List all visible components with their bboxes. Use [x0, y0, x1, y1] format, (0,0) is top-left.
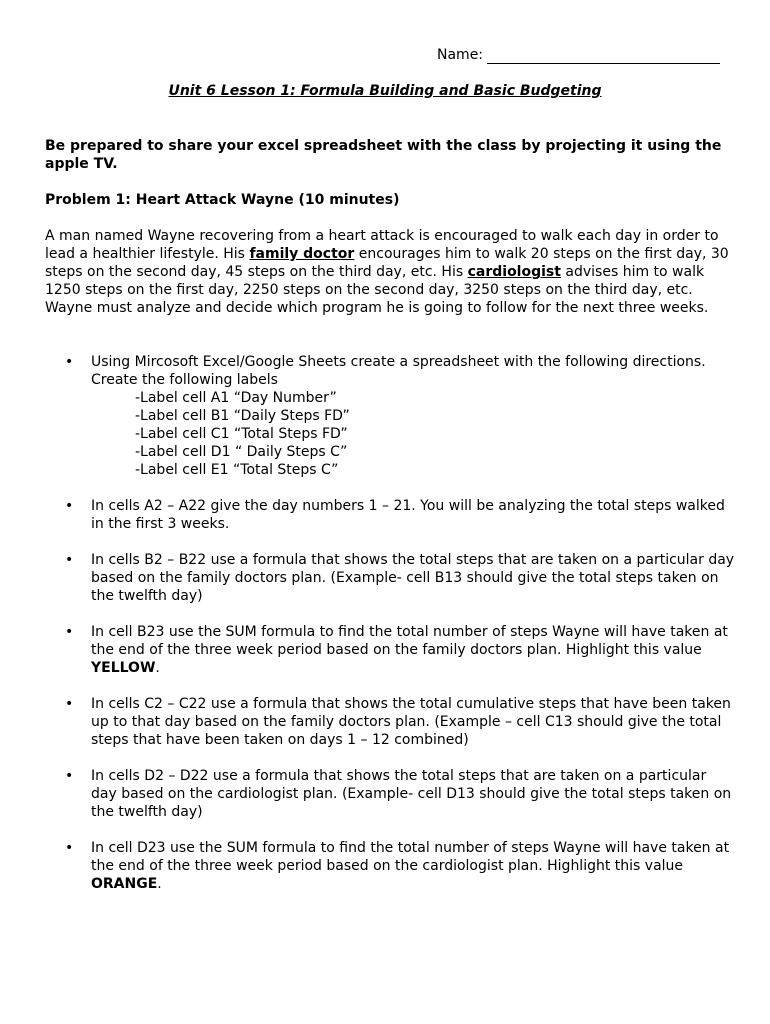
bullet-icon: • — [65, 354, 74, 370]
bullet-icon: • — [65, 498, 74, 514]
lesson-title: Unit 6 Lesson 1: Formula Building and Basic Budgeting — [168, 83, 602, 99]
task-5: In cells C2 – C22 use a formula that shows the total cumulative steps that have been taken up to that day based on the family doctors plan. (Example – cell C13 should give the total steps that have been taken on days 1 – 12 combined) — [91, 696, 731, 748]
task-2: In cells A2 – A22 give the day numbers 1 – 21. You will be analyzing the total steps walked in the first 3 weeks. — [91, 498, 725, 532]
label-item: -Label cell C1 “Total Steps FD” — [135, 426, 348, 442]
instructions: Be prepared to share your excel spreadsheet with the class by projecting it using the apple TV. — [45, 138, 722, 172]
task-list — [45, 353, 735, 911]
term-cardiologist: cardiologist — [467, 264, 561, 280]
bullet-icon: • — [65, 768, 74, 784]
highlight-orange: ORANGE — [91, 876, 158, 892]
bullet-icon: • — [65, 624, 74, 640]
label-list — [91, 389, 735, 479]
list-item — [45, 839, 735, 893]
bullet-icon: • — [65, 552, 74, 568]
story-text-2: encourages him to walk 20 steps on the first day, 30 steps on the second day, 45 steps on the third day, etc. His — [45, 246, 729, 280]
name-blank-line — [487, 46, 720, 64]
period: . — [155, 660, 160, 676]
problem-heading: Problem 1: Heart Attack Wayne (10 minutes) — [45, 192, 400, 208]
task-1-create: Create the following labels — [91, 372, 278, 388]
story-text-3: advises him to walk 1250 steps on the first day, 2250 steps on the second day, 3250 steps on the third day, etc. Wayne must analyze and decide which program he is going to follow for the next three weeks. — [45, 264, 709, 316]
list-item — [45, 695, 735, 749]
label-item: -Label cell B1 “Daily Steps FD” — [135, 408, 350, 424]
bullet-icon: • — [65, 840, 74, 856]
task-4: In cell B23 use the SUM formula to find the total number of steps Wayne will have taken at the end of the three week period based on the family doctors plan. Highlight this value — [91, 624, 728, 658]
name-field — [437, 46, 720, 64]
list-item — [45, 767, 735, 821]
bullet-icon: • — [65, 696, 74, 712]
label-item: -Label cell E1 “Total Steps C” — [135, 462, 339, 478]
task-1-intro: Using Mircosoft Excel/Google Sheets create a spreadsheet with the following directions. — [91, 354, 706, 370]
list-item — [45, 551, 735, 605]
term-family-doctor: family doctor — [249, 246, 355, 262]
task-7: In cell D23 use the SUM formula to find the total number of steps Wayne will have taken at the end of the three week period based on the cardiologist plan. Highlight this value — [91, 840, 730, 874]
label-item: -Label cell A1 “Day Number” — [135, 390, 337, 406]
list-item — [45, 353, 735, 479]
task-6: In cells D2 – D22 use a formula that shows the total steps that are taken on a particular day based on the cardiologist plan. (Example- cell D13 should give the total steps taken on the twelfth day) — [91, 768, 732, 820]
problem-story — [45, 227, 735, 317]
list-item — [45, 623, 735, 677]
highlight-yellow: YELLOW — [91, 660, 156, 676]
list-item — [45, 497, 735, 533]
name-label: Name: — [437, 47, 484, 63]
task-3: In cells B2 – B22 use a formula that shows the total steps that are taken on a particular day based on the family doctors plan. (Example- cell B13 should give the total steps taken on the twelfth day) — [91, 552, 735, 604]
period: . — [157, 876, 162, 892]
label-item: -Label cell D1 “ Daily Steps C” — [135, 444, 348, 460]
story-text-1: A man named Wayne recovering from a heart attack is encouraged to walk each day in order to lead a healthier lifestyle. His — [45, 228, 719, 262]
